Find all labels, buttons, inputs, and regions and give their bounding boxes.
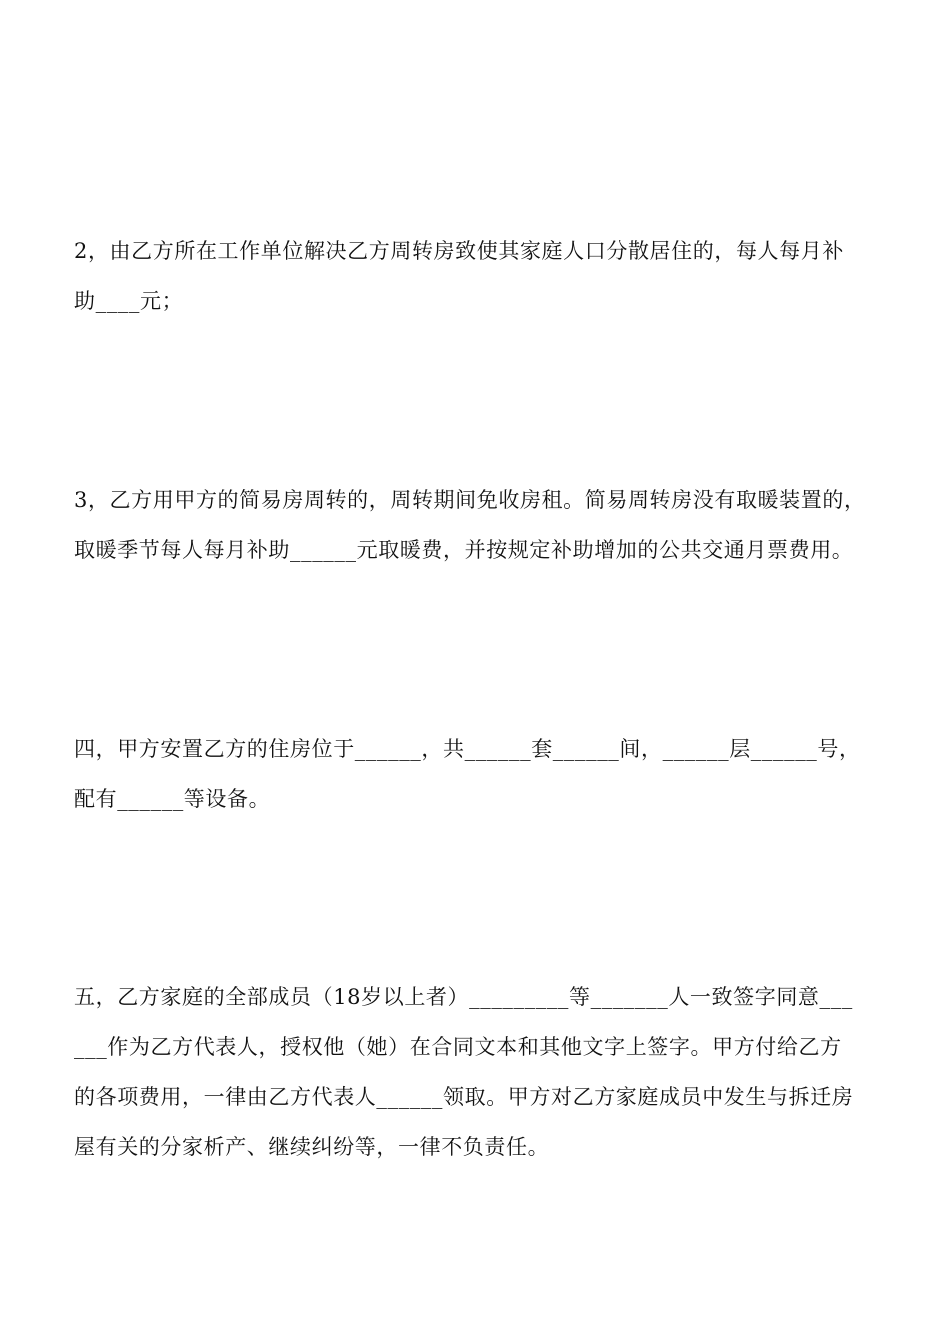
clause-2-line-2: 助____元；	[74, 289, 184, 313]
clause-2-line-1: 2，由乙方所在工作单位解决乙方周转房致使其家庭人口分散居住的，每人每月补	[74, 239, 844, 263]
clause-3-paragraph	[74, 475, 894, 575]
clause-2-paragraph	[74, 226, 894, 326]
clause-five-paragraph	[74, 972, 894, 1172]
clause-five-line-2: ___作为乙方代表人，授权他（她）在合同文本和其他文字上签字。甲方付给乙方	[74, 1035, 842, 1059]
clause-four-paragraph	[74, 724, 894, 824]
clause-five-line-4: 屋有关的分家析产、继续纠纷等，一律不负责任。	[74, 1135, 550, 1159]
clause-3-line-2: 取暖季节每人每月补助______元取暖费，并按规定补助增加的公共交通月票费用。	[74, 538, 854, 562]
clause-four-line-2: 配有______等设备。	[74, 787, 271, 811]
clause-five-line-3: 的各项费用，一律由乙方代表人______领取。甲方对乙方家庭成员中发生与拆迁房	[74, 1085, 854, 1109]
clause-3-line-1: 3，乙方用甲方的简易房周转的，周转期间免收房租。简易周转房没有取暖装置的，	[74, 488, 866, 512]
clause-five-line-1: 五，乙方家庭的全部成员（18岁以上者）_________等_______人一致签字同意___	[74, 985, 853, 1009]
clause-four-line-1: 四，甲方安置乙方的住房位于______，共______套______间，______层______号，	[74, 737, 861, 761]
